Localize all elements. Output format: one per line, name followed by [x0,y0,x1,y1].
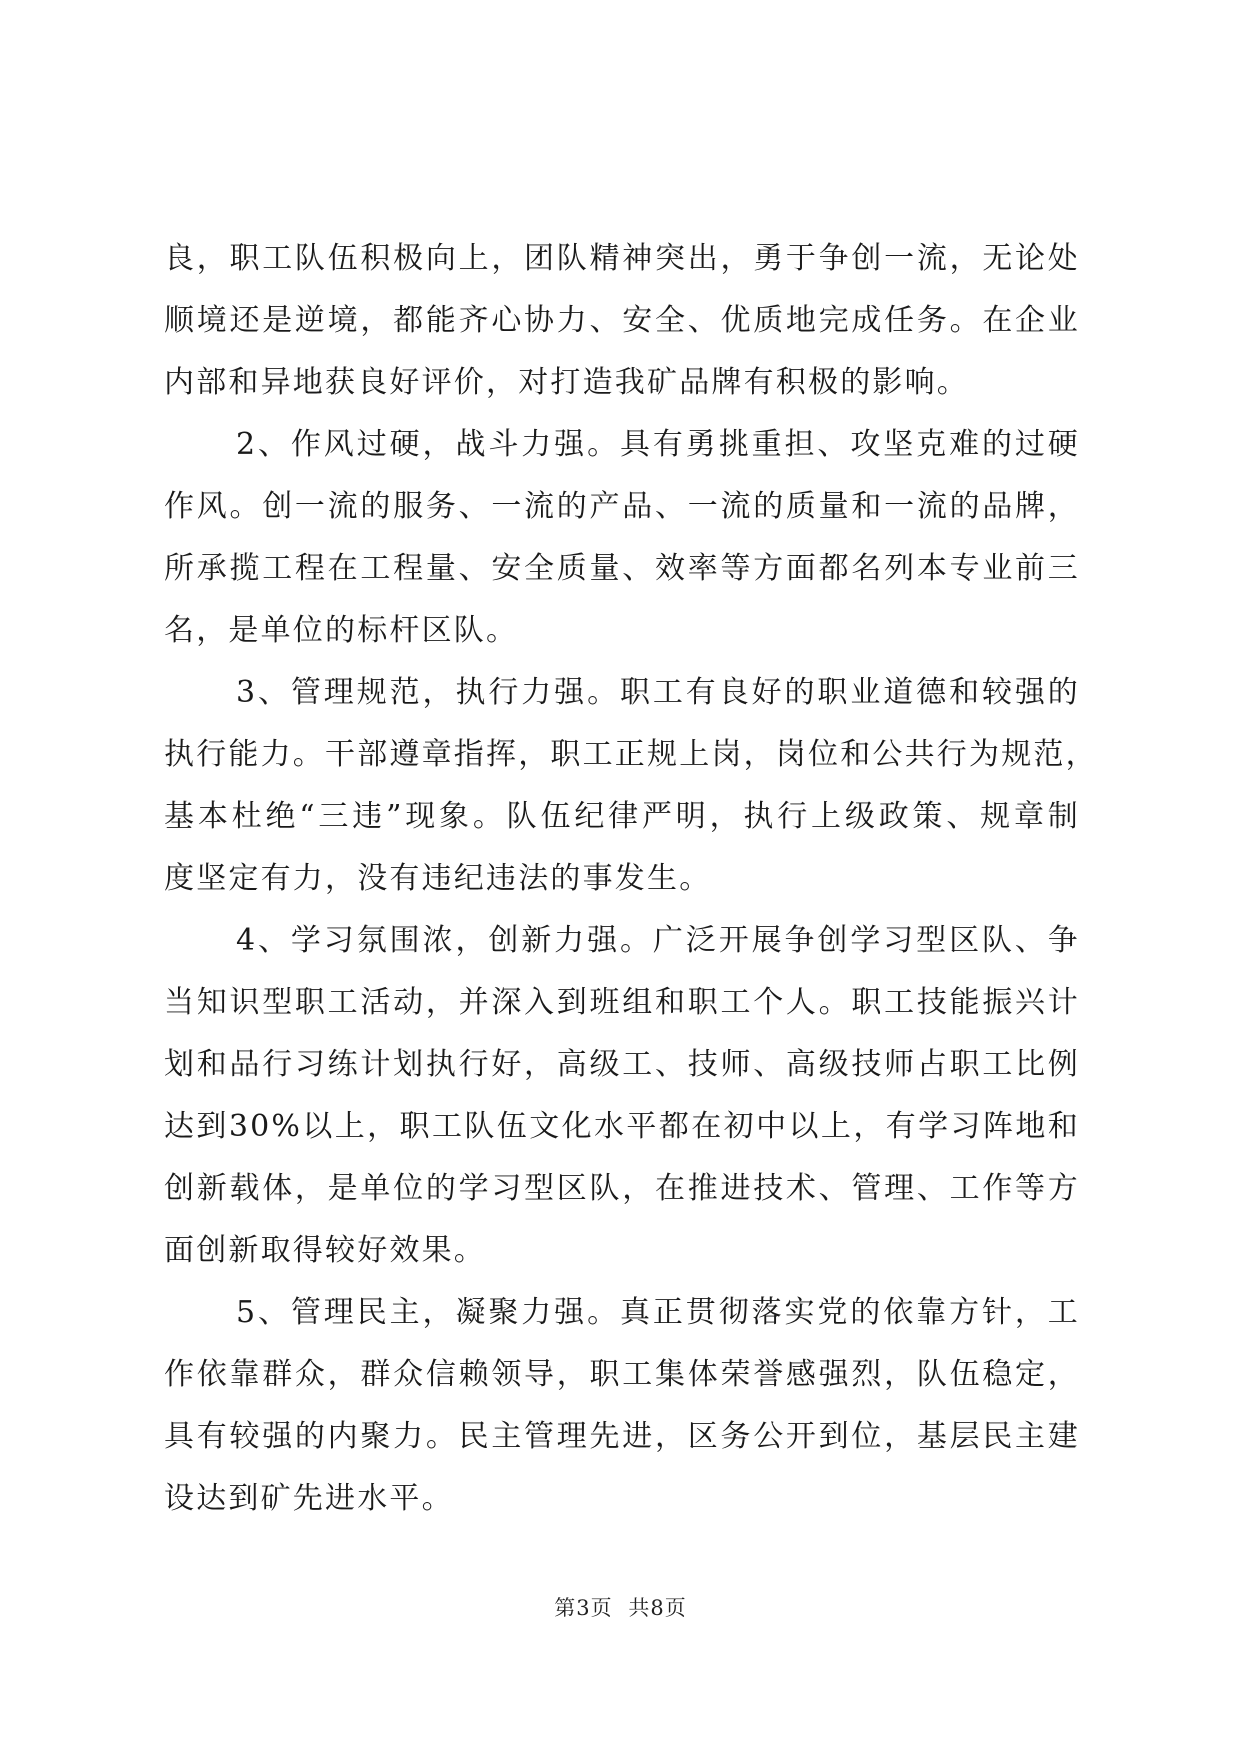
text-line: 顺境还是逆境，都能齐心协力、安全、优质地完成任务。在企业 [164,303,1080,338]
text-line: 执行能力。干部遵章指挥，职工正规上岗，岗位和公共行为规范， [164,737,1098,772]
text-line: 良，职工队伍积极向上，团队精神突出，勇于争创一流，无论处 [164,241,1080,276]
text-line: 当知识型职工活动，并深入到班组和职工个人。职工技能振兴计 [164,985,1080,1020]
text-line: 作风。创一流的服务、一流的产品、一流的质量和一流的品牌， [164,489,1080,524]
paragraph-start-line: 4、学习氛围浓，创新力强。广泛开展争创学习型区队、争 [236,923,1080,958]
text-line: 创新载体，是单位的学习型区队，在推进技术、管理、工作等方 [164,1171,1080,1206]
text-line: 设达到矿先进水平。 [164,1481,454,1516]
page-footer [0,1592,1241,1622]
text-line: 所承揽工程在工程量、安全质量、效率等方面都名列本专业前三 [164,551,1080,586]
paragraph-start-line: 3、管理规范，执行力强。职工有良好的职业道德和较强的 [236,675,1080,710]
paragraph-start-line: 2、作风过硬，战斗力强。具有勇挑重担、攻坚克难的过硬 [236,427,1080,462]
text-line: 度坚定有力，没有违纪违法的事发生。 [164,861,712,896]
page-number-current: 第3页 [554,1596,613,1620]
text-line: 名，是单位的标杆区队。 [164,613,519,648]
text-line: 具有较强的内聚力。民主管理先进，区务公开到位，基层民主建 [164,1419,1080,1454]
paragraph-start-line: 5、管理民主，凝聚力强。真正贯彻落实党的依靠方针，工 [236,1295,1080,1330]
text-line: 内部和异地获良好评价，对打造我矿品牌有积极的影响。 [164,365,969,400]
text-line: 达到30%以上，职工队伍文化水平都在初中以上，有学习阵地和 [164,1109,1080,1144]
page-number-total: 共8页 [628,1596,687,1620]
text-line: 作依靠群众，群众信赖领导，职工集体荣誉感强烈，队伍稳定， [164,1357,1080,1392]
text-line: 基本杜绝“三违”现象。队伍纪律严明，执行上级政策、规章制 [164,799,1080,834]
text-line: 划和品行习练计划执行好，高级工、技师、高级技师占职工比例 [164,1047,1080,1082]
document-body [164,228,1098,1530]
text-line: 面创新取得较好效果。 [164,1233,486,1268]
